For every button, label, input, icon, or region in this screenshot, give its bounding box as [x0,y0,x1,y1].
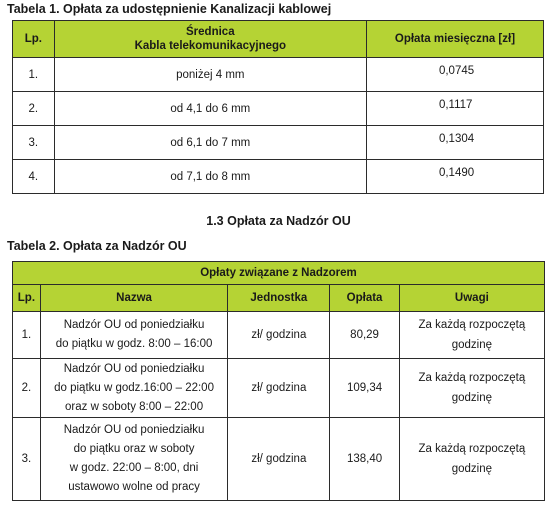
table-row [13,312,545,359]
row-uwagi [399,359,544,418]
nazwa-line: do piątku w godz. 8:00 – 16:00 [55,338,213,350]
header-srednica [54,21,366,58]
row-jednostka: zł/ godzina [228,418,330,501]
supervision-fee-table [12,261,545,501]
table2-caption: Tabela 2. Opłata za Nadzór OU [7,239,187,253]
row-srednica: od 7,1 do 8 mm [54,160,366,194]
row-srednica: od 4,1 do 6 mm [54,92,366,126]
row-srednica: od 6,1 do 7 mm [54,126,366,160]
section-title: 1.3 Opłata za Nadzór OU [206,214,351,228]
row-uwagi [399,418,544,501]
row-lp: 1. [13,312,41,359]
row-oplata: 80,29 [330,312,399,359]
row-nazwa [40,312,228,359]
header-jednostka: Jednostka [228,285,330,312]
header-oplata-miesieczna: Opłata miesięczna [zł] [366,21,543,58]
row-jednostka: zł/ godzina [228,359,330,418]
row-uwagi [399,312,544,359]
row-oplata: 0,1117 [366,92,543,126]
row-lp: 2. [13,92,55,126]
row-lp: 3. [13,126,55,160]
nazwa-line: Nadzór OU od poniedziałku [63,319,205,331]
header-uwagi: Uwagi [399,285,544,312]
table2-group-title-row [13,262,545,285]
uwagi-line: Za każdą rozpoczętą [418,443,526,455]
table-row [13,126,544,160]
row-lp: 4. [13,160,55,194]
row-nazwa [40,359,228,418]
uwagi-line: Za każdą rozpoczętą [418,372,526,384]
header-lp: Lp. [13,285,41,312]
table-row [13,418,545,501]
nazwa-line: oraz w soboty 8:00 – 22:00 [65,400,204,413]
table1-caption: Tabela 1. Opłata za udostępnienie Kanalizacji kablowej [7,2,332,16]
nazwa-line: Nadzór OU od poniedziałku [63,424,205,436]
row-lp: 1. [13,58,55,92]
table-row [13,92,544,126]
uwagi-line: Za każdą rozpoczętą [418,319,526,331]
header-srednica-line2: Kabla telekomunikacyjnego [134,40,287,52]
row-nazwa [40,418,228,501]
header-srednica-line1: Średnica [186,26,235,38]
header-lp: Lp. [13,21,55,58]
table-row [13,160,544,194]
row-oplata: 0,1490 [366,160,543,194]
table2-header-row [13,285,545,312]
nazwa-line: ustawowo wolne od pracy [68,481,200,493]
uwagi-line: godzinę [451,339,493,351]
table-row [13,58,544,92]
uwagi-line: godzinę [451,463,493,475]
table-row [13,359,545,418]
nazwa-line: Nadzór OU od poniedziałku [63,362,205,375]
group-title: Opłaty związane z Nadzorem [13,262,545,285]
nazwa-line: w godz. 22:00 – 8:00, dni [69,462,199,474]
header-nazwa: Nazwa [40,285,228,312]
table1-header-row [13,21,544,58]
row-oplata: 0,0745 [366,58,543,92]
row-oplata: 138,40 [330,418,399,501]
row-lp: 2. [13,359,41,418]
row-jednostka: zł/ godzina [228,312,330,359]
row-oplata: 109,34 [330,359,399,418]
nazwa-line: do piątku w godz.16:00 – 22:00 [54,381,214,394]
nazwa-line: do piątku oraz w soboty [73,443,195,455]
uwagi-line: godzinę [451,392,493,404]
row-oplata: 0,1304 [366,126,543,160]
row-lp: 3. [13,418,41,501]
row-srednica: poniżej 4 mm [54,58,366,92]
header-oplata: Opłata [330,285,399,312]
cable-duct-fee-table [12,20,544,194]
